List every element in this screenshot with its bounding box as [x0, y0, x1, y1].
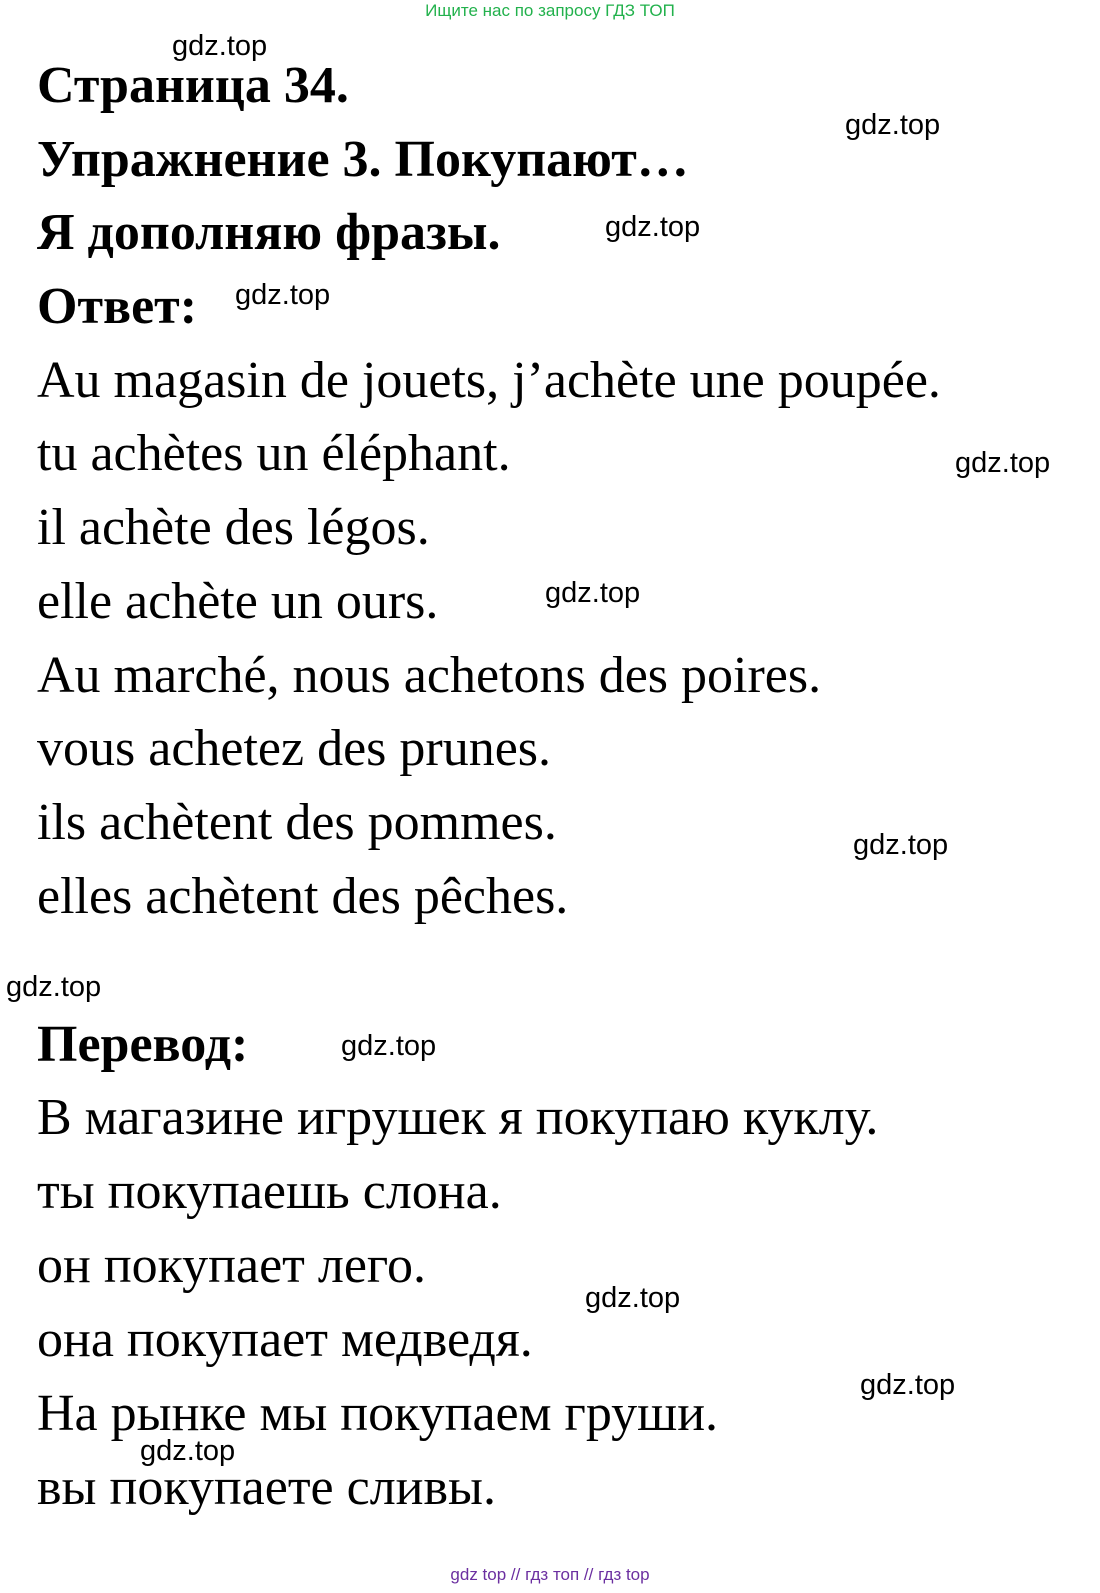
translation-heading: Перевод:	[37, 1016, 249, 1073]
translation-line: На рынке мы покупаем груши.	[37, 1385, 719, 1442]
watermark: gdz.top	[955, 447, 1051, 479]
exercise-title: Упражнение 3. Покупают…	[37, 131, 689, 188]
answer-line: il achète des légos.	[37, 499, 430, 556]
page-title: Страница 34.	[37, 57, 349, 114]
translation-line: ты покупаешь слона.	[37, 1163, 502, 1220]
watermark: gdz.top	[545, 577, 641, 609]
answer-line: ils achètent des pommes.	[37, 794, 557, 851]
translation-line: он покупает лего.	[37, 1237, 426, 1294]
watermark: gdz.top	[140, 1435, 236, 1467]
answer-line: elles achètent des pêches.	[37, 868, 569, 925]
watermark: gdz.top	[6, 971, 102, 1003]
watermark: gdz.top	[860, 1369, 956, 1401]
answer-line: Au marché, nous achetons des poires.	[37, 647, 822, 704]
translation-line: она покупает медведя.	[37, 1311, 533, 1368]
task-title: Я дополняю фразы.	[37, 204, 501, 261]
footer-links[interactable]: gdz top // гдз топ // гдз top	[450, 1565, 650, 1584]
watermark: gdz.top	[235, 279, 331, 311]
answer-line: vous achetez des prunes.	[37, 720, 552, 777]
answer-line: elle achète un ours.	[37, 573, 439, 630]
search-banner[interactable]: Ищите нас по запросу ГДЗ ТОП	[425, 1, 675, 20]
answer-heading: Ответ:	[37, 278, 198, 335]
translation-line: В магазине игрушек я покупаю куклу.	[37, 1089, 879, 1146]
watermark: gdz.top	[853, 829, 949, 861]
answer-line: Au magasin de jouets, j’achète une poupée.	[37, 352, 941, 409]
translation-line: вы покупаете сливы.	[37, 1459, 496, 1516]
watermark: gdz.top	[585, 1282, 681, 1314]
answer-line: tu achètes un éléphant.	[37, 425, 511, 482]
watermark: gdz.top	[341, 1030, 437, 1062]
watermark: gdz.top	[845, 109, 941, 141]
watermark: gdz.top	[605, 211, 701, 243]
watermark: gdz.top	[172, 30, 268, 62]
